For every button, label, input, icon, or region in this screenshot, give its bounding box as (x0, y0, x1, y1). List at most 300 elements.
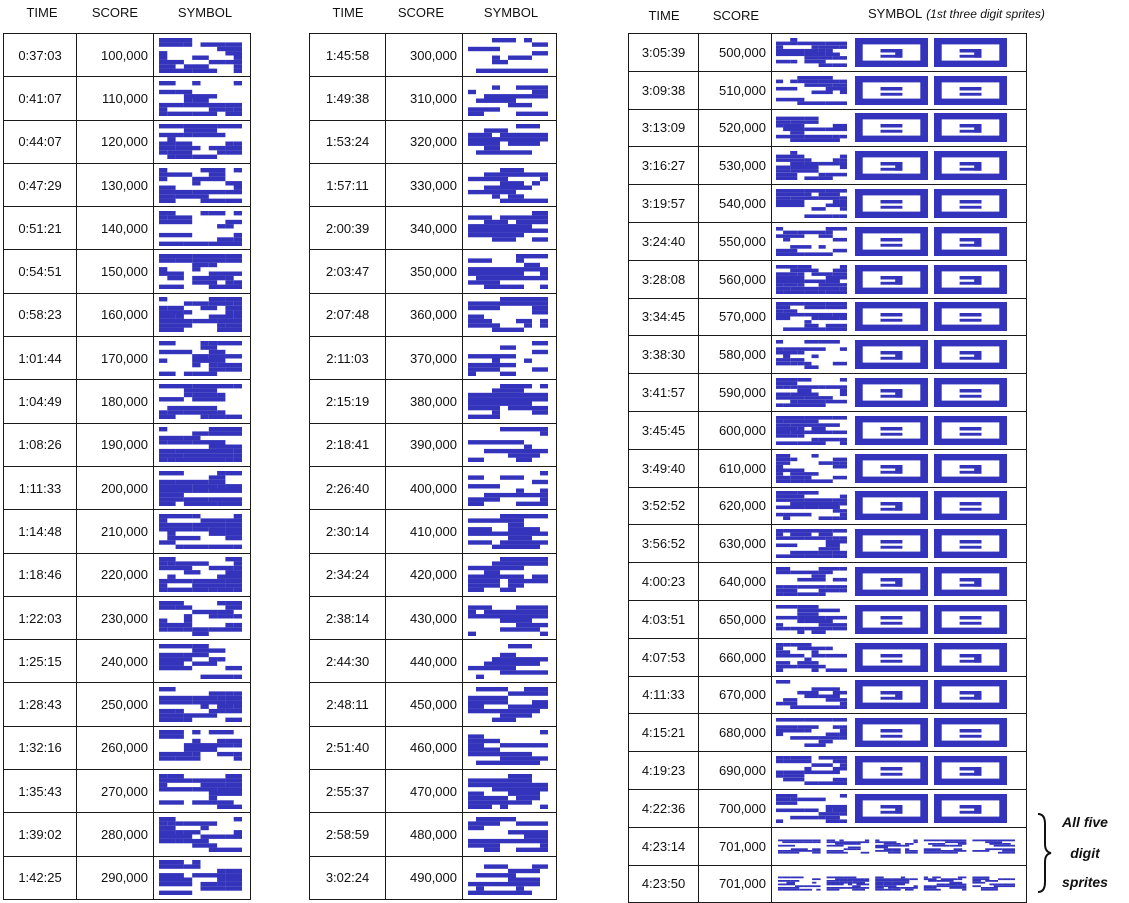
score-sprite (772, 413, 1025, 448)
time-cell: 2:15:19 (310, 380, 386, 423)
time-cell: 1:18:46 (4, 553, 77, 596)
score-sprite (154, 381, 249, 422)
symbol-cell (463, 34, 557, 77)
table-row (4, 553, 251, 596)
time-cell: 2:18:41 (310, 423, 386, 466)
time-cell: 4:23:14 (629, 827, 699, 865)
time-cell: 0:51:21 (4, 207, 77, 250)
symbol-cell (154, 466, 251, 509)
score-cell: 500,000 (699, 34, 772, 72)
score-sprite (463, 338, 555, 379)
score-sprite (772, 375, 1025, 410)
score-sprite (154, 424, 249, 465)
symbol-cell (772, 600, 1027, 638)
score-cell: 550,000 (699, 222, 772, 260)
score-sprite (772, 715, 1025, 750)
score-sprite (154, 727, 249, 768)
score-sprite (154, 684, 249, 725)
table-row (310, 553, 557, 596)
time-cell: 2:03:47 (310, 250, 386, 293)
table-row (629, 487, 1027, 525)
table-row (4, 163, 251, 206)
score-sprite (772, 526, 1025, 561)
score-sprite (463, 727, 555, 768)
score-cell: 240,000 (77, 640, 154, 683)
time-cell: 4:00:23 (629, 563, 699, 601)
score-cell: 350,000 (386, 250, 463, 293)
time-cell: 1:08:26 (4, 423, 77, 466)
table-row (4, 640, 251, 683)
score-sprite (772, 110, 1025, 145)
symbol-cell (463, 683, 557, 726)
score-cell: 430,000 (386, 596, 463, 639)
table-row (629, 109, 1027, 147)
symbol-cell (772, 752, 1027, 790)
time-header: TIME (26, 5, 58, 20)
score-sprite (463, 35, 555, 76)
symbol-cell (772, 827, 1027, 865)
table-row (4, 250, 251, 293)
table-row (310, 120, 557, 163)
table-row (4, 293, 251, 336)
score-sprite (772, 262, 1025, 297)
score-cell: 490,000 (386, 856, 463, 899)
score-cell: 160,000 (77, 293, 154, 336)
time-cell: 1:53:24 (310, 120, 386, 163)
score-cell: 620,000 (699, 487, 772, 525)
symbol-header-group (868, 6, 1108, 21)
time-cell: 0:41:07 (4, 77, 77, 120)
time-cell: 3:02:24 (310, 856, 386, 899)
score-cell: 650,000 (699, 600, 772, 638)
time-cell: 3:28:08 (629, 260, 699, 298)
symbol-cell (463, 856, 557, 899)
score-cell: 200,000 (77, 466, 154, 509)
table-row (629, 411, 1027, 449)
table-row (310, 856, 557, 899)
score-sprite (154, 294, 249, 335)
table-row (4, 770, 251, 813)
score-sprite (463, 814, 555, 855)
table-row (310, 466, 557, 509)
symbol-cell (154, 250, 251, 293)
symbol-header: SYMBOL (483, 5, 539, 20)
time-cell: 3:09:38 (629, 71, 699, 109)
table-row (629, 374, 1027, 412)
table-row (629, 714, 1027, 752)
table-row (629, 676, 1027, 714)
time-cell: 1:25:15 (4, 640, 77, 683)
score-sprite (154, 511, 249, 552)
score-cell: 320,000 (386, 120, 463, 163)
symbol-cell (463, 337, 557, 380)
score-cell: 370,000 (386, 337, 463, 380)
score-sprite (463, 381, 555, 422)
symbol-cell (772, 411, 1027, 449)
symbol-cell (154, 34, 251, 77)
time-cell: 1:14:48 (4, 510, 77, 553)
score-sprite (154, 251, 249, 292)
symbol-cell (154, 856, 251, 899)
table-row (629, 185, 1027, 223)
symbol-cell (772, 525, 1027, 563)
score-sprite (154, 208, 249, 249)
time-cell: 4:22:36 (629, 789, 699, 827)
table-row (4, 380, 251, 423)
time-cell: 2:34:24 (310, 553, 386, 596)
symbol-cell (463, 726, 557, 769)
symbol-cell (154, 337, 251, 380)
score-sprite (772, 791, 1025, 826)
annotation-line-1: All five (1062, 814, 1108, 830)
symbol-cell (154, 596, 251, 639)
symbol-cell (154, 423, 251, 466)
score-sprite (772, 488, 1025, 523)
score-sprite (772, 677, 1025, 712)
score-cell: 630,000 (699, 525, 772, 563)
symbol-cell (154, 293, 251, 336)
score-sprite (154, 468, 249, 509)
score-cell: 300,000 (386, 34, 463, 77)
time-cell: 3:38:30 (629, 336, 699, 374)
score-cell: 230,000 (77, 596, 154, 639)
table-row (629, 222, 1027, 260)
symbol-cell (463, 293, 557, 336)
time-cell: 4:11:33 (629, 676, 699, 714)
score-cell: 330,000 (386, 163, 463, 206)
table-row (629, 865, 1027, 903)
score-cell: 120,000 (77, 120, 154, 163)
score-cell: 360,000 (386, 293, 463, 336)
symbol-cell (154, 640, 251, 683)
symbol-cell (463, 120, 557, 163)
score-cell: 670,000 (699, 676, 772, 714)
symbol-cell (154, 553, 251, 596)
score-cell: 610,000 (699, 449, 772, 487)
time-header: TIME (332, 5, 364, 20)
time-cell: 3:05:39 (629, 34, 699, 72)
symbol-cell (772, 789, 1027, 827)
score-sprite (154, 771, 249, 812)
table-row (310, 207, 557, 250)
table-row (4, 34, 251, 77)
symbol-cell (154, 207, 251, 250)
symbol-cell (772, 222, 1027, 260)
time-cell: 3:24:40 (629, 222, 699, 260)
time-cell: 3:52:52 (629, 487, 699, 525)
symbol-cell (772, 298, 1027, 336)
symbol-cell (772, 34, 1027, 72)
score-sprite (463, 165, 555, 206)
score-cell: 310,000 (386, 77, 463, 120)
symbol-cell (463, 813, 557, 856)
table-row (629, 638, 1027, 676)
score-sprite (463, 771, 555, 812)
symbol-cell (772, 185, 1027, 223)
time-cell: 4:15:21 (629, 714, 699, 752)
score-cell: 100,000 (77, 34, 154, 77)
score-sprite (463, 78, 555, 119)
score-cell: 510,000 (699, 71, 772, 109)
table-row (310, 423, 557, 466)
time-cell: 1:11:33 (4, 466, 77, 509)
score-cell: 450,000 (386, 683, 463, 726)
table-row (4, 683, 251, 726)
score-cell: 680,000 (699, 714, 772, 752)
time-cell: 3:19:57 (629, 185, 699, 223)
table-row (4, 423, 251, 466)
time-cell: 2:58:59 (310, 813, 386, 856)
score-sprite (463, 251, 555, 292)
symbol-cell (154, 380, 251, 423)
score-cell: 480,000 (386, 813, 463, 856)
symbol-cell (463, 510, 557, 553)
score-cell: 110,000 (77, 77, 154, 120)
time-cell: 2:51:40 (310, 726, 386, 769)
time-cell: 1:49:38 (310, 77, 386, 120)
table-row (629, 260, 1027, 298)
time-cell: 2:26:40 (310, 466, 386, 509)
score-sprite (463, 857, 555, 898)
table-row (629, 298, 1027, 336)
time-cell: 0:44:07 (4, 120, 77, 163)
five-digit-annotation (1036, 808, 1129, 898)
time-cell: 0:54:51 (4, 250, 77, 293)
time-cell: 3:45:45 (629, 411, 699, 449)
score-cell: 690,000 (699, 752, 772, 790)
table-row (310, 250, 557, 293)
score-sprite (463, 598, 555, 639)
symbol-cell (463, 250, 557, 293)
symbol-cell (463, 77, 557, 120)
score-sprite (772, 866, 1025, 901)
score-cell: 640,000 (699, 563, 772, 601)
time-cell: 2:07:48 (310, 293, 386, 336)
time-header: TIME (648, 8, 680, 23)
score-cell: 590,000 (699, 374, 772, 412)
time-cell: 2:38:14 (310, 596, 386, 639)
symbol-cell (772, 563, 1027, 601)
time-cell: 2:55:37 (310, 770, 386, 813)
table-row (4, 207, 251, 250)
score-cell: 440,000 (386, 640, 463, 683)
time-cell: 1:57:11 (310, 163, 386, 206)
symbol-cell (154, 726, 251, 769)
time-cell: 3:49:40 (629, 449, 699, 487)
score-cell: 210,000 (77, 510, 154, 553)
symbol-header: SYMBOL (868, 6, 923, 21)
score-sprite (463, 684, 555, 725)
score-sprite (772, 564, 1025, 599)
score-sprite (463, 121, 555, 162)
table-row (4, 337, 251, 380)
table-row (310, 813, 557, 856)
score-sprite (772, 299, 1025, 334)
score-sprite (772, 73, 1025, 108)
score-sprite (772, 337, 1025, 372)
symbol-cell (154, 163, 251, 206)
time-cell: 2:48:11 (310, 683, 386, 726)
table-row (629, 563, 1027, 601)
symbol-cell (772, 449, 1027, 487)
time-cell: 2:11:03 (310, 337, 386, 380)
score-sprite (463, 208, 555, 249)
score-sprite (154, 78, 249, 119)
score-cell: 260,000 (77, 726, 154, 769)
time-cell: 0:37:03 (4, 34, 77, 77)
table-row (629, 752, 1027, 790)
symbol-cell (463, 163, 557, 206)
symbol-cell (154, 683, 251, 726)
symbol-cell (463, 553, 557, 596)
score-sprite (772, 224, 1025, 259)
time-cell: 2:30:14 (310, 510, 386, 553)
annotation-line-2: digit (1070, 845, 1100, 861)
score-sprite (772, 148, 1025, 183)
score-cell: 580,000 (699, 336, 772, 374)
symbol-cell (772, 109, 1027, 147)
symbol-cell (772, 260, 1027, 298)
annotation-line-3: sprites (1062, 874, 1108, 890)
score-sprite (154, 857, 249, 898)
score-cell: 150,000 (77, 250, 154, 293)
score-sprite (463, 511, 555, 552)
table-row (310, 510, 557, 553)
score-sprite (154, 35, 249, 76)
score-sprite (772, 186, 1025, 221)
symbol-cell (154, 813, 251, 856)
score-table-1 (3, 33, 251, 900)
table-row (629, 34, 1027, 72)
table-row (629, 827, 1027, 865)
score-sprite (463, 468, 555, 509)
score-sprite (154, 641, 249, 682)
table-row (310, 77, 557, 120)
symbol-cell (772, 147, 1027, 185)
score-sprite (154, 554, 249, 595)
table-row (310, 337, 557, 380)
symbol-cell (154, 77, 251, 120)
time-cell: 3:34:45 (629, 298, 699, 336)
score-sprite (154, 598, 249, 639)
score-cell: 470,000 (386, 770, 463, 813)
time-cell: 3:16:27 (629, 147, 699, 185)
symbol-cell (463, 207, 557, 250)
score-header: SCORE (397, 5, 445, 20)
score-cell: 130,000 (77, 163, 154, 206)
score-sprite (463, 641, 555, 682)
score-cell: 530,000 (699, 147, 772, 185)
table-row (310, 163, 557, 206)
score-cell: 250,000 (77, 683, 154, 726)
score-cell: 420,000 (386, 553, 463, 596)
score-cell: 660,000 (699, 638, 772, 676)
table-row (4, 726, 251, 769)
score-sprite (154, 814, 249, 855)
table-row (629, 525, 1027, 563)
score-cell: 600,000 (699, 411, 772, 449)
time-cell: 3:41:57 (629, 374, 699, 412)
score-cell: 340,000 (386, 207, 463, 250)
score-table-3 (628, 33, 1027, 903)
time-cell: 1:39:02 (4, 813, 77, 856)
symbol-cell (772, 676, 1027, 714)
time-cell: 3:13:09 (629, 109, 699, 147)
table-row (4, 466, 251, 509)
time-cell: 0:47:29 (4, 163, 77, 206)
score-cell: 701,000 (699, 827, 772, 865)
time-cell: 0:58:23 (4, 293, 77, 336)
time-cell: 4:19:23 (629, 752, 699, 790)
score-cell: 700,000 (699, 789, 772, 827)
time-cell: 1:04:49 (4, 380, 77, 423)
table-row (310, 726, 557, 769)
table-row (4, 77, 251, 120)
score-sprite (772, 640, 1025, 675)
time-cell: 2:00:39 (310, 207, 386, 250)
score-table-2 (309, 33, 557, 900)
score-cell: 540,000 (699, 185, 772, 223)
time-cell: 4:23:50 (629, 865, 699, 903)
symbol-cell (772, 638, 1027, 676)
score-cell: 180,000 (77, 380, 154, 423)
time-cell: 1:28:43 (4, 683, 77, 726)
score-cell: 220,000 (77, 553, 154, 596)
table-row (4, 596, 251, 639)
table-row (310, 640, 557, 683)
symbol-cell (772, 336, 1027, 374)
score-cell: 190,000 (77, 423, 154, 466)
score-sprite (154, 121, 249, 162)
symbol-cell (772, 374, 1027, 412)
symbol-header: SYMBOL (177, 5, 233, 20)
score-cell: 140,000 (77, 207, 154, 250)
time-cell: 1:01:44 (4, 337, 77, 380)
symbol-cell (154, 770, 251, 813)
score-sprite (772, 829, 1025, 864)
score-sprite (772, 753, 1025, 788)
score-header: SCORE (712, 8, 760, 23)
score-cell: 410,000 (386, 510, 463, 553)
score-cell: 270,000 (77, 770, 154, 813)
score-cell: 570,000 (699, 298, 772, 336)
symbol-cell (463, 380, 557, 423)
score-sprite (463, 424, 555, 465)
symbol-cell (463, 596, 557, 639)
score-cell: 280,000 (77, 813, 154, 856)
table-row (4, 120, 251, 163)
score-cell: 380,000 (386, 380, 463, 423)
score-cell: 701,000 (699, 865, 772, 903)
score-cell: 520,000 (699, 109, 772, 147)
time-cell: 1:42:25 (4, 856, 77, 899)
symbol-cell (772, 71, 1027, 109)
symbol-cell (463, 770, 557, 813)
score-sprite (154, 165, 249, 206)
time-cell: 3:56:52 (629, 525, 699, 563)
table-row (629, 449, 1027, 487)
table-row (629, 147, 1027, 185)
table-row (629, 600, 1027, 638)
time-cell: 4:03:51 (629, 600, 699, 638)
table-row (629, 71, 1027, 109)
table-row (310, 683, 557, 726)
score-sprite (772, 602, 1025, 637)
symbol-cell (772, 714, 1027, 752)
score-sprite (772, 35, 1025, 70)
score-cell: 390,000 (386, 423, 463, 466)
score-cell: 170,000 (77, 337, 154, 380)
